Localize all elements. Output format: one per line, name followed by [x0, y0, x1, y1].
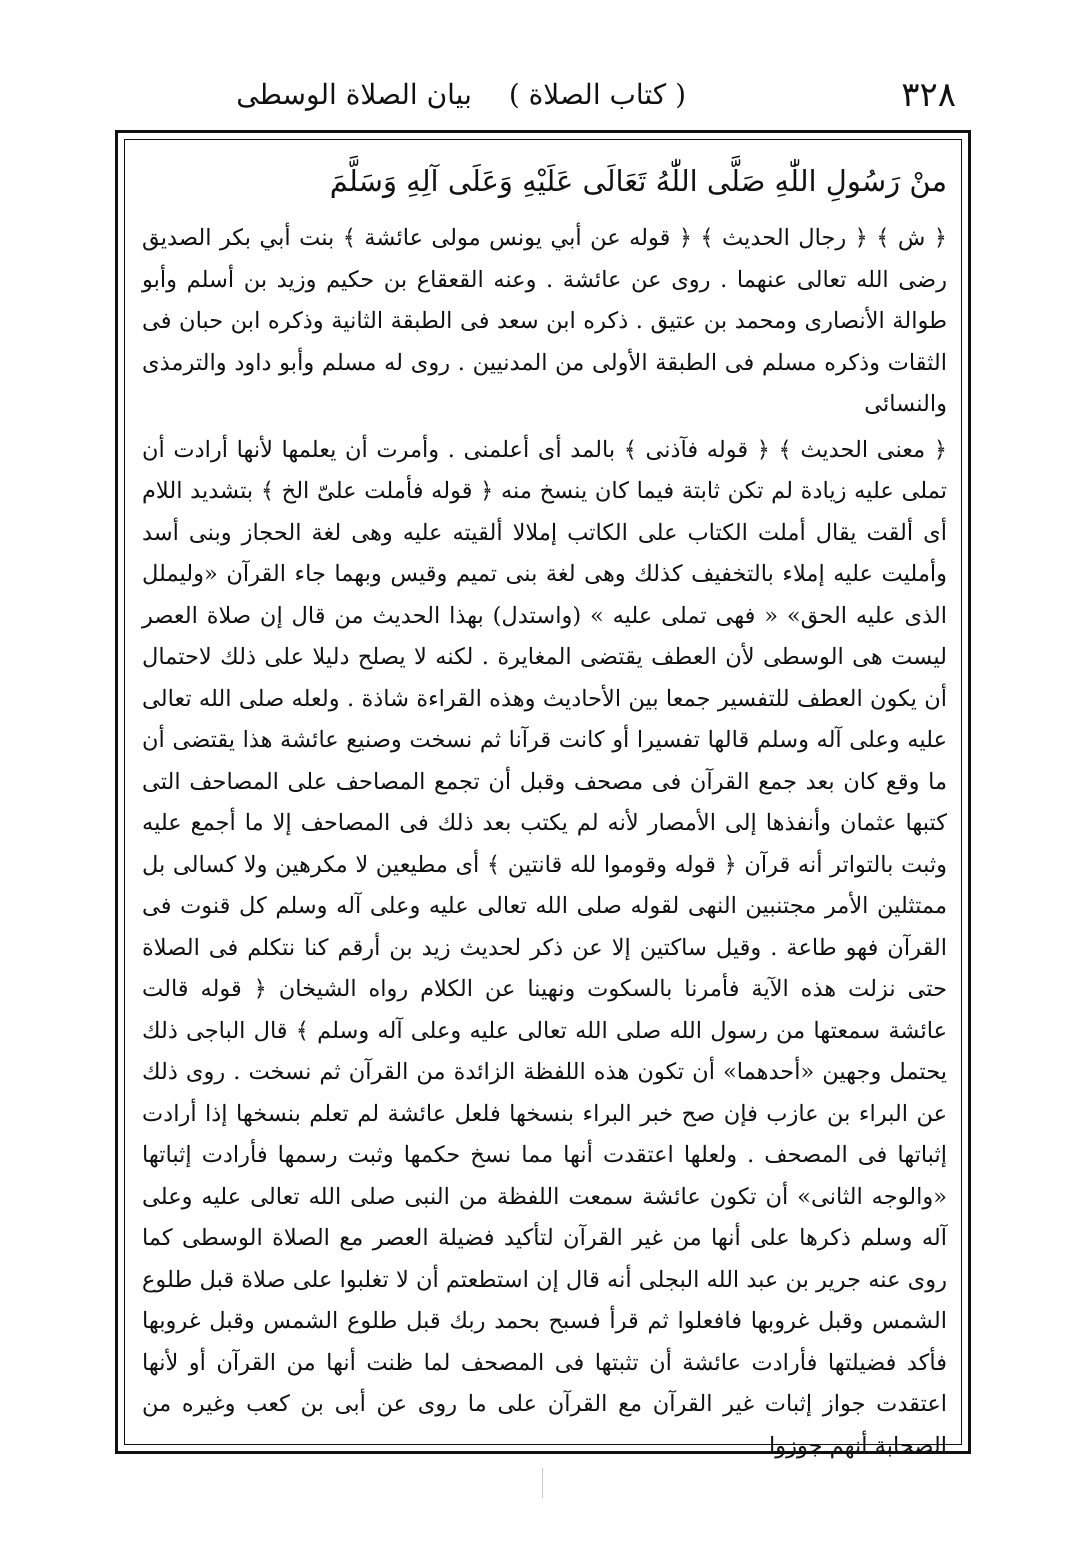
scan-mark	[542, 1468, 543, 1498]
page-number: ٣٢٨	[901, 75, 956, 115]
page-header	[120, 70, 956, 120]
running-title	[236, 70, 686, 120]
narrators-paragraph: ﴿ ش ﴾ ﴿ رجال الحديث ﴾ ﴿ قوله عن أبي يونس مولى عائشة ﴾ بنت أبي بكر الصديق رضى الله تعالى عنهما . روى عن عائشة . وعنه القعقاع بن حكيم وزيد بن أسلم وأبو طوالة الأنصارى ومحمد بن عتيق . ذكره ابن سعد فى الطبقة الثانية وذكره ابن حبان فى الثقات وذكره مسلم فى الطبقة الأولى من المدنيين . روى له مسلم وأبو داود والترمذى والنسائى	[142, 225, 947, 417]
text-body	[142, 148, 947, 1459]
honorific-line: منْ رَسُولِ اللّٰهِ صَلَّى اللّٰهُ تَعَالَى عَلَيْهِ وَعَلَى آلِهِ وَسَلَّمَ	[329, 164, 947, 198]
book-title: ( كتاب الصلاة )	[508, 78, 686, 111]
meaning-paragraph: ﴿ معنى الحديث ﴾ ﴿ قوله فآذنى ﴾ بالمد أى أعلمنى . وأمرت أن يعلمها لأنها أرادت أن تملى عليه زيادة لم تكن ثابتة فيما كان ينسخ منه ﴿ قوله فأملت علىّ الخ ﴾ بتشديد اللام أى ألقت يقال أملت الكتاب على الكاتب إملالا ألقيته عليه وهى لغة الحجاز وبنى أسد وأمليت عليه إملاء بالتخفيف كذلك وهى لغة بنى تميم وقيس وبهما جاء القرآن «وليملل الذى عليه الحق» « فهى تملى عليه » (واستدل) بهذا الحديث من قال إن صلاة العصر ليست هى الوسطى لأن العطف يقتضى المغايرة . لكنه لا يصلح دليلا على ذلك لاحتمال أن يكون العطف للتفسير جمعا بين الأحاديث وهذه القراءة شاذة . ولعله صلى الله تعالى عليه وعلى آله وسلم قالها تفسيرا أو كانت قرآنا ثم نسخت وصنيع عائشة هذا يقتضى أن ما وقع كان بعد جمع القرآن فى مصحف وقبل أن تجمع المصاحف على المصاحف التى كتبها عثمان وأنفذها إلى الأمصار لأنه لم يكتب بعد ذلك فى المصاحف إلا ما أجمع عليه وثبت بالتواتر أنه قرآن ﴿ قوله وقوموا لله قانتين ﴾ أى مطيعين لا مكرهين ولا كسالى بل ممتثلين الأمر مجتنبين النهى لقوله صلى الله تعالى عليه وعلى آله وسلم كل قنوت فى القرآن فهو طاعة . وقيل ساكتين إلا عن ذكر لحديث زيد بن أرقم كنا نتكلم فى الصلاة حتى نزلت هذه الآية فأمرنا بالسكوت ونهينا عن الكلام رواه الشيخان ﴿ قوله قالت عائشة سمعتها من رسول الله صلى الله تعالى عليه وعلى آله وسلم ﴾ قال الباجى ذلك يحتمل وجهين «أحدهما» أن تكون هذه اللفظة الزائدة من القرآن ثم نسخت . روى ذلك عن البراء بن عازب فإن صح خبر البراء بنسخها فلعل عائشة لم تعلم بنسخها إذا أرادت إثباتها فى المصحف . ولعلها اعتقدت أنها مما نسخ حكمها وثبت رسمها فأرادت إثباتها «والوجه الثانى» أن تكون عائشة سمعت اللفظة من النبى صلى الله تعالى عليه وعلى آله وسلم ذكرها على أنها من غير القرآن لتأكيد فضيلة العصر مع الصلاة الوسطى كما روى عنه جرير بن عبد الله البجلى أنه قال إن استطعتم أن لا تغلبوا على صلاة قبل طلوع الشمس وقبل غروبها فافعلوا ثم قرأ فسبح بحمد ربك قبل طلوع الشمس وقبل غروبها فأكد فضيلتها فأرادت عائشة أن تثبتها فى المصحف لما ظنت أنها من القرآن أو لأنها اعتقدت جواز إثبات غير القرآن مع القرآن على ما روى عن أبى بن كعب وغيره من الصحابة أنهم جوزوا	[142, 436, 947, 1459]
chapter-title: بيان الصلاة الوسطى	[236, 78, 472, 111]
